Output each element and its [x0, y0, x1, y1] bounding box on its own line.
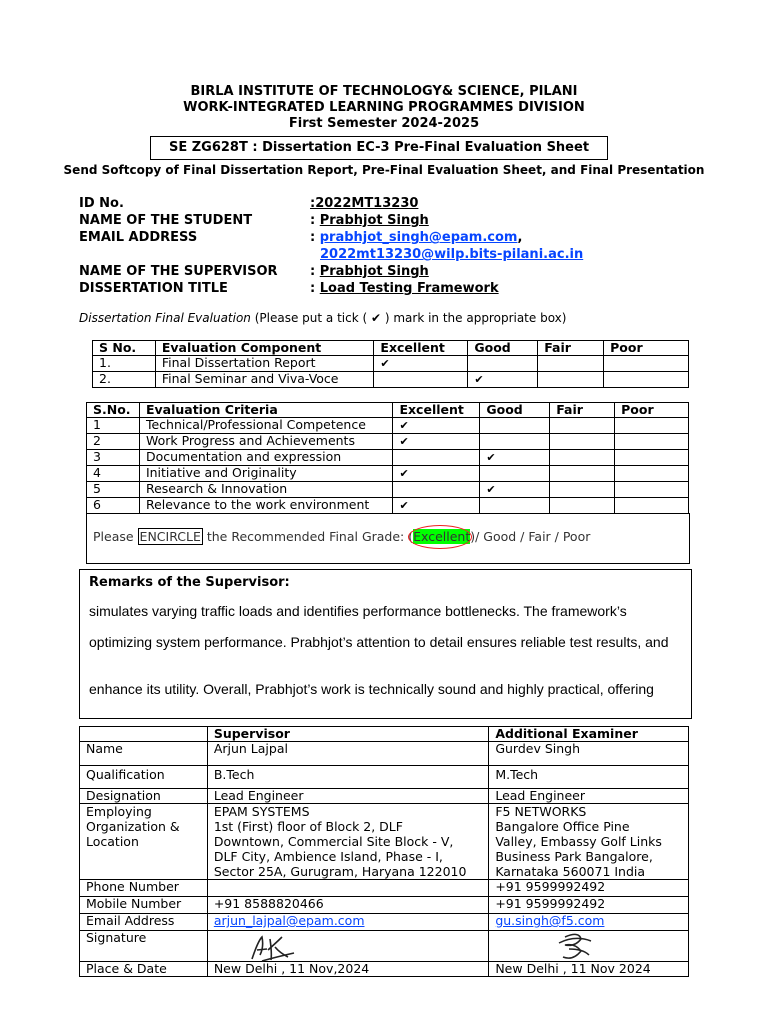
- header-cell: Good: [468, 341, 538, 356]
- criteria-table: [86, 402, 689, 514]
- good-cell[interactable]: [480, 498, 550, 514]
- org-line: Bangalore Office Pine: [495, 819, 630, 834]
- table-row: [87, 482, 689, 498]
- email-row-2: [320, 246, 583, 263]
- table-row: [80, 742, 689, 766]
- selected-grade[interactable]: [413, 529, 470, 544]
- header-cell: [80, 727, 208, 742]
- sno-cell: 2: [87, 434, 140, 450]
- fair-cell[interactable]: [550, 434, 615, 450]
- excellent-cell[interactable]: [393, 482, 480, 498]
- header-cell: Poor: [615, 403, 689, 418]
- evaluation-title-italic: Dissertation Final Evaluation: [79, 311, 251, 325]
- criteria-cell: Relevance to the work environment: [139, 498, 393, 514]
- component-cell: Final Dissertation Report: [155, 356, 374, 372]
- evaluation-title-note: (Please put a tick ( ✔ ) mark in the appropriate box): [250, 311, 567, 325]
- excellent-cell[interactable]: [393, 498, 480, 514]
- supervisor-row: [310, 263, 429, 280]
- additional-cell: M.Tech: [489, 766, 689, 789]
- sno-cell: 1: [87, 418, 140, 434]
- student-name-label: NAME OF THE STUDENT: [79, 213, 253, 228]
- evaluation-title: [79, 311, 566, 325]
- row-label: Place & Date: [80, 962, 208, 977]
- dissertation-title-value: Load Testing Framework: [319, 281, 499, 296]
- colon: :: [310, 213, 320, 228]
- supervisor-cell: [207, 880, 489, 897]
- institute-name: BIRLA INSTITUTE OF TECHNOLOGY& SCIENCE, PILANI: [190, 84, 578, 99]
- email-link-1[interactable]: prabhjot_singh@epam.com: [319, 230, 518, 245]
- tick-icon: ✔: [474, 373, 484, 386]
- sno-cell: 1.: [93, 356, 156, 372]
- supervisor-cell: New Delhi , 11 Nov,2024: [207, 962, 489, 977]
- fair-cell[interactable]: [538, 372, 604, 388]
- header-cell: Evaluation Component: [155, 341, 374, 356]
- good-cell[interactable]: [480, 450, 550, 466]
- org-line: 1st (First) floor of Block 2, DLF: [213, 819, 403, 834]
- fair-cell[interactable]: [550, 466, 615, 482]
- header-cell: Additional Examiner: [489, 727, 689, 742]
- table-row: [80, 789, 689, 804]
- colon: :: [310, 281, 320, 296]
- excellent-cell[interactable]: [393, 418, 480, 434]
- final-grade-line: [93, 529, 590, 544]
- sno-cell: 4: [87, 466, 140, 482]
- email-label: EMAIL ADDRESS: [79, 230, 198, 245]
- id-value: :2022MT13230: [310, 196, 419, 211]
- supervisor-cell: B.Tech: [207, 766, 489, 789]
- supervisor-cell: +91 8588820466: [207, 897, 489, 914]
- poor-cell[interactable]: [604, 372, 689, 388]
- supervisor-value: Prabhjot Singh: [319, 264, 429, 279]
- header-cell: Fair: [550, 403, 615, 418]
- excellent-cell[interactable]: [374, 356, 468, 372]
- table-row: [80, 914, 689, 931]
- org-label-line: Employing: [86, 804, 152, 819]
- org-line: Downtown, Commercial Site Block - V,: [213, 834, 454, 849]
- supervisor-signature-cell: [207, 931, 489, 962]
- header-cell: Excellent: [374, 341, 468, 356]
- selected-grade-label: Excellent: [413, 529, 471, 544]
- component-table: [92, 340, 689, 388]
- org-line: F5 NETWORKS: [495, 804, 587, 819]
- poor-cell[interactable]: [604, 356, 689, 372]
- row-label: Qualification: [80, 766, 208, 789]
- row-label: Email Address: [80, 914, 208, 931]
- supervisor-cell: Lead Engineer: [207, 789, 489, 804]
- excellent-cell[interactable]: [393, 466, 480, 482]
- good-cell[interactable]: [480, 466, 550, 482]
- table-row: [87, 466, 689, 482]
- grade-rest: )/ Good / Fair / Poor: [470, 529, 591, 544]
- criteria-cell: Research & Innovation: [139, 482, 393, 498]
- org-line: DLF City, Ambience Island, Phase - I,: [213, 849, 443, 864]
- org-line: Karnataka 560071 India: [495, 864, 646, 879]
- org-label-line: Organization &: [86, 819, 180, 834]
- header-cell: Good: [480, 403, 550, 418]
- criteria-cell: Work Progress and Achievements: [139, 434, 393, 450]
- poor-cell[interactable]: [615, 466, 689, 482]
- fair-cell[interactable]: [550, 418, 615, 434]
- email-link-2[interactable]: 2022mt13230@wilp.bits-pilani.ac.in: [320, 247, 584, 262]
- criteria-cell: Technical/Professional Competence: [139, 418, 393, 434]
- table-header-row: [93, 341, 689, 356]
- table-row: [80, 931, 689, 962]
- table-row: [87, 450, 689, 466]
- additional-email-link[interactable]: gu.singh@f5.com: [495, 913, 605, 928]
- table-row: [80, 880, 689, 897]
- header-cell: Poor: [604, 341, 689, 356]
- row-label: Name: [80, 742, 208, 766]
- fair-cell[interactable]: [550, 450, 615, 466]
- sno-cell: 2.: [93, 372, 156, 388]
- poor-cell[interactable]: [615, 482, 689, 498]
- component-cell: Final Seminar and Viva-Voce: [155, 372, 374, 388]
- send-note: Send Softcopy of Final Dissertation Report, Pre-Final Evaluation Sheet, and Final Presentation: [63, 163, 705, 177]
- id-label: ID No.: [79, 196, 124, 211]
- row-label: Mobile Number: [80, 897, 208, 914]
- colon: :: [310, 264, 320, 279]
- poor-cell[interactable]: [615, 418, 689, 434]
- header-cell: S No.: [93, 341, 156, 356]
- remarks-line: simulates varying traffic loads and identifies performance bottlenecks. The framework’s: [89, 603, 627, 619]
- excellent-cell[interactable]: [393, 434, 480, 450]
- colon: :: [310, 230, 320, 245]
- org-label-line: Location: [86, 834, 139, 849]
- red-circle-mark: [408, 525, 472, 549]
- grade-middle: the Recommended Final Grade: (: [202, 529, 414, 544]
- fair-cell[interactable]: [550, 498, 615, 514]
- dissertation-title-row: [310, 280, 499, 297]
- org-line: EPAM SYSTEMS: [213, 804, 310, 819]
- supervisor-signature: [248, 933, 298, 963]
- sno-cell: 6: [87, 498, 140, 514]
- sno-cell: 3: [87, 450, 140, 466]
- criteria-cell: Documentation and expression: [139, 450, 393, 466]
- supervisor-cell: [207, 804, 489, 880]
- tick-icon: ✔: [399, 419, 409, 432]
- course-title-box: SE ZG628T : Dissertation EC-3 Pre-Final Evaluation Sheet: [150, 136, 608, 160]
- fair-cell[interactable]: [538, 356, 604, 372]
- poor-cell[interactable]: [615, 434, 689, 450]
- additional-cell: [489, 914, 689, 931]
- good-cell[interactable]: [480, 434, 550, 450]
- comma: ,: [517, 230, 523, 245]
- tick-icon: ✔: [486, 483, 496, 496]
- sno-cell: 5: [87, 482, 140, 498]
- table-header-row: [80, 727, 689, 742]
- additional-signature: [555, 931, 595, 963]
- additional-cell: [489, 804, 689, 880]
- additional-cell: Gurdev Singh: [489, 742, 689, 766]
- header-cell: Evaluation Criteria: [139, 403, 393, 418]
- additional-cell: +91 9599992492: [489, 880, 689, 897]
- good-cell[interactable]: [480, 418, 550, 434]
- excellent-cell[interactable]: [374, 372, 468, 388]
- org-line: Valley, Embassy Golf Links: [495, 834, 662, 849]
- additional-cell: +91 9599992492: [489, 897, 689, 914]
- table-row: [80, 897, 689, 914]
- tick-icon: ✔: [399, 435, 409, 448]
- table-row: [93, 356, 689, 372]
- poor-cell[interactable]: [615, 450, 689, 466]
- table-row: [80, 962, 689, 977]
- table-row: [80, 766, 689, 789]
- excellent-cell[interactable]: [393, 450, 480, 466]
- dissertation-title-label: DISSERTATION TITLE: [79, 281, 228, 296]
- remarks-line: optimizing system performance. Prabhjot’s attention to detail ensures reliable test results, and: [89, 634, 669, 650]
- examiner-table: [79, 726, 689, 977]
- remarks-title: Remarks of the Supervisor:: [89, 575, 290, 590]
- table-header-row: [87, 403, 689, 418]
- remarks-box: [79, 569, 692, 719]
- remarks-line: enhance its utility. Overall, Prabhjot’s work is technically sound and highly practical, offering: [89, 681, 654, 697]
- org-line: Sector 25A, Gurugram, Haryana 122010: [213, 864, 467, 879]
- grade-prefix: Please: [93, 529, 138, 544]
- table-row: [93, 372, 689, 388]
- student-name-row: [310, 212, 429, 229]
- student-name-value: Prabhjot Singh: [319, 213, 429, 228]
- header-cell: Supervisor: [207, 727, 489, 742]
- supervisor-label: NAME OF THE SUPERVISOR: [79, 264, 278, 279]
- supervisor-email-link[interactable]: arjun_lajpal@epam.com: [213, 913, 365, 928]
- final-grade-box: [86, 513, 690, 564]
- header-cell: S.No.: [87, 403, 140, 418]
- table-row: [80, 804, 689, 880]
- row-label: Designation: [80, 789, 208, 804]
- supervisor-cell: Arjun Lajpal: [207, 742, 489, 766]
- org-line: Business Park Bangalore,: [495, 849, 653, 864]
- encircle-word: ENCIRCLE: [139, 529, 201, 544]
- table-row: [87, 434, 689, 450]
- header-cell: Fair: [538, 341, 604, 356]
- good-cell[interactable]: [468, 372, 538, 388]
- row-label: Signature: [80, 931, 208, 962]
- good-cell[interactable]: [468, 356, 538, 372]
- fair-cell[interactable]: [550, 482, 615, 498]
- additional-cell: New Delhi , 11 Nov 2024: [489, 962, 689, 977]
- tick-icon: ✔: [399, 499, 409, 512]
- row-label: [80, 804, 208, 880]
- poor-cell[interactable]: [615, 498, 689, 514]
- table-row: [87, 418, 689, 434]
- additional-cell: Lead Engineer: [489, 789, 689, 804]
- criteria-cell: Initiative and Originality: [139, 466, 393, 482]
- row-label: Phone Number: [80, 880, 208, 897]
- semester: First Semester 2024-2025: [288, 116, 480, 131]
- email-row: [310, 229, 522, 246]
- supervisor-cell: [207, 914, 489, 931]
- tick-icon: ✔: [380, 357, 390, 370]
- good-cell[interactable]: [480, 482, 550, 498]
- table-row: [87, 498, 689, 514]
- tick-icon: ✔: [486, 451, 496, 464]
- tick-icon: ✔: [399, 467, 409, 480]
- additional-signature-cell: [489, 931, 689, 962]
- division-name: WORK-INTEGRATED LEARNING PROGRAMMES DIVISION: [183, 100, 585, 115]
- header-cell: Excellent: [393, 403, 480, 418]
